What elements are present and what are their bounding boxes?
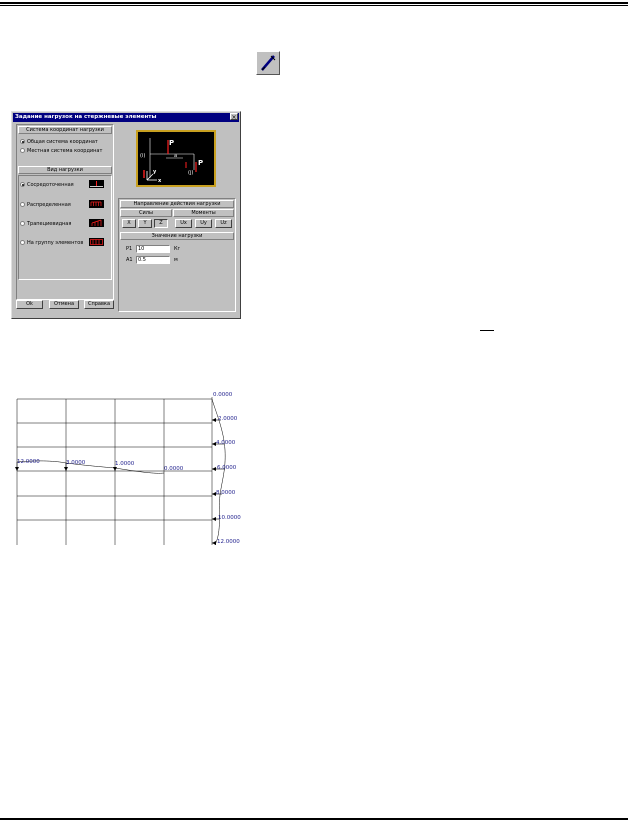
column-label-2: 2.0000 <box>218 416 238 422</box>
moments-header: Моменты <box>173 209 234 217</box>
p1-input[interactable]: 10 <box>136 245 170 253</box>
forces-header: Силы <box>120 209 172 217</box>
load-distributed-label: Распределенная <box>27 202 71 208</box>
beam-label-3: 1.0000 <box>115 461 135 467</box>
force-z-button[interactable]: Z <box>154 219 168 228</box>
column-label-6: 10.0000 <box>218 515 241 521</box>
cancel-button[interactable]: Отмена <box>49 300 79 309</box>
beam-label-2: 3.0000 <box>66 460 86 466</box>
preview-p-top: P <box>169 139 175 147</box>
moment-uz-button[interactable]: Uz <box>215 219 232 228</box>
load-type-header: Вид нагрузки <box>18 166 112 174</box>
column-label-4: 6.0000 <box>217 465 237 471</box>
load-group-label: На группу элементов <box>27 240 84 246</box>
close-button[interactable]: × <box>231 114 237 121</box>
help-button[interactable]: Справка <box>84 300 114 309</box>
dialog-title: Задание нагрузок на стержневые элементы <box>13 113 239 122</box>
direction-header: Направление действия нагрузки <box>120 200 234 208</box>
preview-axis-x: x <box>158 178 162 184</box>
beam-label-4: 0.0000 <box>164 466 184 472</box>
load-concentrated-label: Сосредоточенная <box>27 182 74 188</box>
column-label-1: 0.0000 <box>213 392 233 398</box>
moment-uy-button[interactable]: Uy <box>195 219 212 228</box>
moment-ux-button[interactable]: Ux <box>175 219 192 228</box>
value-header: Значение нагрузки <box>120 232 234 240</box>
preview-axis-y: y <box>153 169 157 175</box>
a1-label: A1 <box>126 257 133 263</box>
coord-local-label: Местная система координат <box>27 148 103 154</box>
p1-unit: Кг <box>174 246 181 252</box>
column-label-7: 12.0000 <box>217 539 240 545</box>
coord-global-label: Общая система координат <box>27 139 98 145</box>
beam-label-1: 12.0000 <box>17 459 40 465</box>
preview-node-i: (i) <box>140 153 146 159</box>
p1-label: P1 <box>126 246 133 252</box>
force-x-button[interactable]: X <box>122 219 136 228</box>
coord-system-header: Система координат нагрузки <box>18 126 112 134</box>
column-label-5: 8.0000 <box>216 490 236 496</box>
preview-node-j: (j) <box>188 170 194 176</box>
a1-input[interactable]: 0.5 <box>136 256 170 264</box>
force-y-button[interactable]: Y <box>138 219 152 228</box>
column-label-3: 4.0000 <box>216 440 236 446</box>
load-trapezoidal-label: Трапециевидная <box>27 221 72 227</box>
preview-a: a <box>174 153 178 159</box>
a1-unit: м <box>174 257 178 263</box>
ok-button[interactable]: Ok <box>16 300 43 309</box>
preview-p-right: P <box>198 159 204 167</box>
